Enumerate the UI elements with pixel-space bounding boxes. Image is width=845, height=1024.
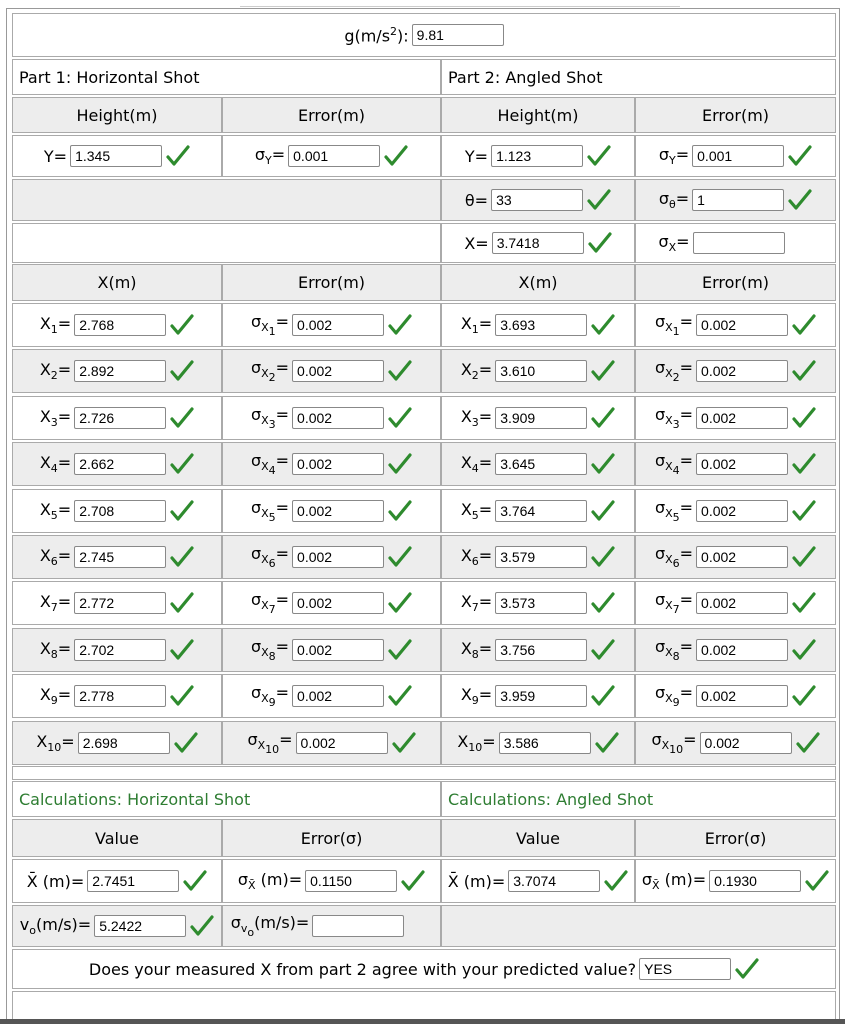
p2-x-label-8: $X_8=$ <box>460 638 493 661</box>
p1-x-error-header-label: Error(m) <box>297 273 366 292</box>
p2-height-header-label: Height(m) <box>497 105 579 125</box>
p1-sigma-x-row-10 <box>222 721 441 765</box>
p1-x-input-5[interactable] <box>74 500 166 522</box>
p1-x-input-3[interactable] <box>74 407 166 429</box>
p2-sigma-x-row-2 <box>635 349 836 393</box>
p2-x-cell <box>441 223 635 263</box>
p1-height-header <box>12 97 222 133</box>
p2-sigma-x-label-8: $\sigma_{X_8}=$ <box>654 636 694 663</box>
checkmark-icon <box>170 592 194 614</box>
gravity-label: $g(m/s^2)$: <box>344 24 409 46</box>
p2-x-label-3: $X_3=$ <box>460 406 493 429</box>
calc1-sigma-xbar-cell <box>222 859 441 903</box>
p2-sigma-x-label-4: $\sigma_{X_4}=$ <box>654 451 694 478</box>
p2-x-row-4 <box>441 442 635 486</box>
top-divider <box>240 0 680 7</box>
gravity-row <box>12 13 836 57</box>
p2-x-label-7: $X_7=$ <box>460 592 493 615</box>
calc1-v0-input[interactable] <box>94 915 186 937</box>
p2-y-cell <box>441 135 635 177</box>
calc2-blank-v0 <box>441 905 836 947</box>
p1-x-row-4 <box>12 442 222 486</box>
p1-x-error-header <box>222 264 441 301</box>
p1-x-input-8[interactable] <box>74 639 166 661</box>
p2-sigma-x-row-9 <box>635 674 836 718</box>
p1-x-input-4[interactable] <box>74 453 166 475</box>
p1-x-label-5: $X_5=$ <box>39 499 72 522</box>
p2-height-header <box>441 97 635 133</box>
p1-sigma-x-input-8[interactable] <box>292 639 384 661</box>
checkmark-icon <box>792 546 816 568</box>
checkmark-icon <box>735 958 759 980</box>
p1-sigma-x-label-7: $\sigma_{X_7}=$ <box>250 590 290 617</box>
checkmark-icon <box>170 360 194 382</box>
p2-x-label-1: $X_1=$ <box>460 314 493 336</box>
p2-x-row-3 <box>441 396 635 440</box>
question-row <box>12 949 836 989</box>
p2-sigma-x-label-9: $\sigma_{X_9}=$ <box>654 683 694 710</box>
p2-sigma-x-row-7 <box>635 581 836 625</box>
p2-sigma-x-label-10: $\sigma_{X_{10}}=$ <box>651 729 697 756</box>
p2-x-input-1[interactable] <box>495 314 587 336</box>
checkmark-icon <box>388 639 412 661</box>
checkmark-icon <box>170 500 194 522</box>
p2-sigma-theta-label: $\sigma_\theta=$ <box>658 189 690 211</box>
checkmark-icon <box>170 407 194 429</box>
p1-error-header-label: Error(m) <box>297 105 366 125</box>
checkmark-icon <box>591 592 615 614</box>
p2-sigma-x-row-6 <box>635 535 836 579</box>
question-answer-input[interactable] <box>639 958 731 980</box>
calc1-value-header <box>12 819 222 857</box>
p1-x-input-10[interactable] <box>78 732 170 754</box>
checkmark-icon <box>796 732 820 754</box>
p1-sigma-x-row-4 <box>222 442 441 486</box>
checkmark-icon <box>183 870 207 892</box>
checkmark-icon <box>604 870 628 892</box>
p1-sigma-y-label: $\sigma_Y=$ <box>254 145 286 167</box>
calc2-value-header-label: Value <box>516 828 560 848</box>
checkmark-icon <box>392 732 416 754</box>
p1-sigma-x-label-8: $\sigma_{X_8}=$ <box>250 636 290 663</box>
p2-sigma-y-label: $\sigma_Y=$ <box>658 145 690 167</box>
part1-title: Part 1: Horizontal Shot <box>19 67 200 87</box>
checkmark-icon <box>792 407 816 429</box>
checkmark-icon <box>591 546 615 568</box>
question-text: Does your measured X from part 2 agree with your predicted value? <box>88 959 637 979</box>
calc2-error-header-label: Error(σ) <box>704 828 767 848</box>
p2-sigma-y-input[interactable] <box>692 145 784 167</box>
calc1-error-header-label: Error(σ) <box>300 828 363 848</box>
p1-x-row-7 <box>12 581 222 625</box>
checkmark-icon <box>805 870 829 892</box>
p1-x-header <box>12 264 222 301</box>
calc1-v0-label: $v_o(m/s)=$ <box>19 915 92 937</box>
calc1-value-header-label: Value <box>95 828 139 848</box>
checkmark-icon <box>170 685 194 707</box>
p2-x-label-4: $X_4=$ <box>460 453 493 476</box>
checkmark-icon <box>591 500 615 522</box>
p1-sigma-x-row-7 <box>222 581 441 625</box>
p1-x-label-2: $X_2=$ <box>39 360 72 383</box>
p1-x-row-9 <box>12 674 222 718</box>
checkmark-icon <box>388 685 412 707</box>
p1-x-input-7[interactable] <box>74 592 166 614</box>
p2-x-header <box>441 264 635 301</box>
p2-x-input-4[interactable] <box>495 453 587 475</box>
p1-sigma-x-input-2[interactable] <box>292 360 384 382</box>
p1-sigma-x-row-6 <box>222 535 441 579</box>
calc2-sigma-xbar-cell <box>635 859 836 903</box>
checkmark-icon <box>388 453 412 475</box>
window-bottom-edge <box>0 1019 845 1024</box>
checkmark-icon <box>792 453 816 475</box>
checkmark-icon <box>587 145 611 167</box>
calc1-xbar-cell <box>12 859 222 903</box>
p2-x-input-6[interactable] <box>495 546 587 568</box>
p2-x-label-5: $X_5=$ <box>460 499 493 522</box>
calc2-xbar-label: X̄ (m)= <box>447 871 506 891</box>
p2-sigma-x-label-6: $\sigma_{X_6}=$ <box>654 544 694 570</box>
p1-x-label-1: $X_1=$ <box>39 314 72 336</box>
calc2-xbar-input[interactable] <box>508 870 600 892</box>
calc1-sigma-v0-input[interactable] <box>312 915 404 937</box>
p2-theta-cell <box>441 179 635 221</box>
checkmark-icon <box>591 639 615 661</box>
part1-title-cell <box>12 59 441 95</box>
checkmark-icon <box>587 189 611 211</box>
p1-sigma-x-input-5[interactable] <box>292 500 384 522</box>
p2-x-row-1 <box>441 303 635 347</box>
p1-x-header-label: X(m) <box>97 273 137 292</box>
p1-x-input-6[interactable] <box>74 546 166 568</box>
p1-x-input-9[interactable] <box>74 685 166 707</box>
p1-sigma-x-row-2 <box>222 349 441 393</box>
p1-sigma-x-label-1: $\sigma_{X_1}=$ <box>250 312 290 338</box>
calc2-sigma-xbar-input[interactable] <box>709 870 801 892</box>
gravity-input[interactable] <box>412 24 504 46</box>
checkmark-icon <box>591 360 615 382</box>
p2-x-label-9: $X_9=$ <box>460 685 493 708</box>
checkmark-icon <box>792 685 816 707</box>
checkmark-icon <box>792 360 816 382</box>
p1-x-row-3 <box>12 396 222 440</box>
p2-x-input[interactable] <box>492 232 584 254</box>
p2-sigma-x-row-8 <box>635 628 836 672</box>
p2-sigma-x-input-5[interactable] <box>696 500 788 522</box>
checkmark-icon <box>788 145 812 167</box>
p2-x-input-8[interactable] <box>495 639 587 661</box>
p1-x-row-10 <box>12 721 222 765</box>
p2-x-input-2[interactable] <box>495 360 587 382</box>
p1-sigma-x-label-5: $\sigma_{X_5}=$ <box>250 497 290 524</box>
calc1-title: Calculations: Horizontal Shot <box>19 789 251 809</box>
p2-error-header <box>635 97 836 133</box>
p2-sigma-x-row-1 <box>635 303 836 347</box>
checkmark-icon <box>788 189 812 211</box>
calc1-v0-cell <box>12 905 222 947</box>
p1-y-input[interactable] <box>70 145 162 167</box>
p2-sigma-x-label-7: $\sigma_{X_7}=$ <box>654 590 694 617</box>
p1-sigma-y-input[interactable] <box>288 145 380 167</box>
calc1-xbar-label: X̄ (m)= <box>26 871 85 891</box>
p2-y-input[interactable] <box>491 145 583 167</box>
p2-x-input-10[interactable] <box>499 732 591 754</box>
checkmark-icon <box>792 592 816 614</box>
calc2-xbar-cell <box>441 859 635 903</box>
p2-x-input-7[interactable] <box>495 592 587 614</box>
checkmark-icon <box>595 732 619 754</box>
spacer-row-1 <box>12 766 836 780</box>
p1-sigma-x-input-10[interactable] <box>296 732 388 754</box>
checkmark-icon <box>388 546 412 568</box>
p1-sigma-x-input-4[interactable] <box>292 453 384 475</box>
p1-sigma-x-row-5 <box>222 489 441 533</box>
checkmark-icon <box>588 232 612 254</box>
p2-x-input-9[interactable] <box>495 685 587 707</box>
p2-x-input-3[interactable] <box>495 407 587 429</box>
p1-sigma-x-input-1[interactable] <box>292 314 384 336</box>
p1-x-row-2 <box>12 349 222 393</box>
checkmark-icon <box>401 870 425 892</box>
checkmark-icon <box>170 639 194 661</box>
p2-sigma-x-row-4 <box>635 442 836 486</box>
p2-sigma-x-input-10[interactable] <box>700 732 792 754</box>
p1-x-label-6: $X_6=$ <box>39 546 72 568</box>
p2-x-row-7 <box>441 581 635 625</box>
p1-sigma-x-label-2: $\sigma_{X_2}=$ <box>250 358 290 385</box>
p2-sigma-x-input-8[interactable] <box>696 639 788 661</box>
checkmark-icon <box>190 915 214 937</box>
p2-x-row-5 <box>441 489 635 533</box>
p1-sigma-y-cell <box>222 135 441 177</box>
checkmark-icon <box>388 500 412 522</box>
p2-sigma-x-label-3: $\sigma_{X_3}=$ <box>654 404 694 431</box>
p1-blank-x <box>12 223 441 263</box>
calc2-title-cell <box>441 781 836 817</box>
calc1-sigma-v0-cell <box>222 905 441 947</box>
p1-x-label-7: $X_7=$ <box>39 592 72 615</box>
p2-x-error-header-label: Error(m) <box>701 273 770 292</box>
p2-sigma-x-label-2: $\sigma_{X_2}=$ <box>654 358 694 385</box>
checkmark-icon <box>591 314 615 336</box>
p1-x-label-3: $X_3=$ <box>39 406 72 429</box>
p2-x-row-2 <box>441 349 635 393</box>
p2-sigma-x-cell <box>635 223 836 263</box>
p2-x-label-2: $X_2=$ <box>460 360 493 383</box>
p1-sigma-x-input-9[interactable] <box>292 685 384 707</box>
calc1-title-cell <box>12 781 441 817</box>
p2-sigma-x-input-2[interactable] <box>696 360 788 382</box>
p1-sigma-x-row-3 <box>222 396 441 440</box>
checkmark-icon <box>388 314 412 336</box>
p2-theta-label: θ= <box>464 190 489 210</box>
p2-x-row-10 <box>441 721 635 765</box>
calc2-error-header <box>635 819 836 857</box>
p1-x-row-6 <box>12 535 222 579</box>
calc1-sigma-xbar-label: $\sigma_{X̄}$ (m)= <box>237 870 303 892</box>
p1-sigma-x-label-9: $\sigma_{X_9}=$ <box>250 683 290 710</box>
p2-x-header-label: X(m) <box>518 273 558 292</box>
p2-sigma-y-cell <box>635 135 836 177</box>
p2-sigma-x-input-3[interactable] <box>696 407 788 429</box>
p1-x-row-1 <box>12 303 222 347</box>
p1-sigma-x-row-8 <box>222 628 441 672</box>
p2-sigma-x-input-9[interactable] <box>696 685 788 707</box>
p2-theta-input[interactable] <box>491 189 583 211</box>
p2-sigma-x-label-1: $\sigma_{X_1}=$ <box>654 312 694 338</box>
p2-sigma-x-input-6[interactable] <box>696 546 788 568</box>
p1-sigma-x-input-6[interactable] <box>292 546 384 568</box>
checkmark-icon <box>388 360 412 382</box>
checkmark-icon <box>170 453 194 475</box>
p2-x-input-5[interactable] <box>495 500 587 522</box>
part2-title: Part 2: Angled Shot <box>448 67 603 87</box>
p1-sigma-x-label-4: $\sigma_{X_4}=$ <box>250 451 290 478</box>
p2-sigma-x-label-5: $\sigma_{X_5}=$ <box>654 497 694 524</box>
p1-x-input-2[interactable] <box>74 360 166 382</box>
p2-x-label-6: $X_6=$ <box>460 546 493 568</box>
p1-x-input-1[interactable] <box>74 314 166 336</box>
p1-sigma-x-label-6: $\sigma_{X_6}=$ <box>250 544 290 570</box>
p1-error-header <box>222 97 441 133</box>
calc1-error-header <box>222 819 441 857</box>
calc2-title: Calculations: Angled Shot <box>448 789 654 809</box>
p2-y-label: Y= <box>464 146 489 166</box>
checkmark-icon <box>792 500 816 522</box>
p2-x-row-9 <box>441 674 635 718</box>
p1-sigma-x-input-3[interactable] <box>292 407 384 429</box>
p1-sigma-x-row-9 <box>222 674 441 718</box>
p1-x-label-4: $X_4=$ <box>39 453 72 476</box>
p2-sigma-x-input-1[interactable] <box>696 314 788 336</box>
checkmark-icon <box>388 407 412 429</box>
p1-x-label-8: $X_8=$ <box>39 638 72 661</box>
p1-x-row-8 <box>12 628 222 672</box>
p2-sigma-x-input[interactable] <box>693 232 785 254</box>
p1-sigma-x-label-3: $\sigma_{X_3}=$ <box>250 404 290 431</box>
p1-sigma-x-input-7[interactable] <box>292 592 384 614</box>
checkmark-icon <box>591 407 615 429</box>
checkmark-icon <box>591 685 615 707</box>
calc2-sigma-xbar-label: $\sigma_{X̄}$ (m)= <box>641 870 707 892</box>
checkmark-icon <box>792 639 816 661</box>
p2-sigma-x-label: $\sigma_X=$ <box>658 232 690 254</box>
p2-x-error-header <box>635 264 836 301</box>
p2-error-header-label: Error(m) <box>701 105 770 125</box>
checkmark-icon <box>174 732 198 754</box>
p2-sigma-theta-input[interactable] <box>692 189 784 211</box>
checkmark-icon <box>388 592 412 614</box>
p2-sigma-x-row-10 <box>635 721 836 765</box>
p2-sigma-theta-cell <box>635 179 836 221</box>
checkmark-icon <box>170 546 194 568</box>
checkmark-icon <box>384 145 408 167</box>
part2-title-cell <box>441 59 836 95</box>
checkmark-icon <box>166 145 190 167</box>
p1-sigma-x-row-1 <box>222 303 441 347</box>
p1-y-label: Y= <box>43 146 68 166</box>
p2-sigma-x-input-7[interactable] <box>696 592 788 614</box>
p1-height-header-label: Height(m) <box>76 105 158 125</box>
p2-x-label-10: $X_{10}=$ <box>457 731 496 754</box>
p1-y-cell <box>12 135 222 177</box>
p2-sigma-x-row-5 <box>635 489 836 533</box>
p1-x-row-5 <box>12 489 222 533</box>
p1-x-label-9: $X_9=$ <box>39 685 72 708</box>
checkmark-icon <box>792 314 816 336</box>
calc2-value-header <box>441 819 635 857</box>
p1-sigma-x-label-10: $\sigma_{X_{10}}=$ <box>247 729 293 756</box>
checkmark-icon <box>591 453 615 475</box>
p1-blank-theta <box>12 179 441 221</box>
p1-x-label-10: $X_{10}=$ <box>36 731 75 754</box>
checkmark-icon <box>170 314 194 336</box>
p2-x-row-6 <box>441 535 635 579</box>
p2-sigma-x-row-3 <box>635 396 836 440</box>
calc1-xbar-input[interactable] <box>87 870 179 892</box>
p2-x-row-8 <box>441 628 635 672</box>
calc1-sigma-v0-label: $\sigma_{v_o}(m/s)=$ <box>230 913 310 939</box>
p2-x-label: X= <box>464 233 489 253</box>
p2-sigma-x-input-4[interactable] <box>696 453 788 475</box>
calc1-sigma-xbar-input[interactable] <box>305 870 397 892</box>
